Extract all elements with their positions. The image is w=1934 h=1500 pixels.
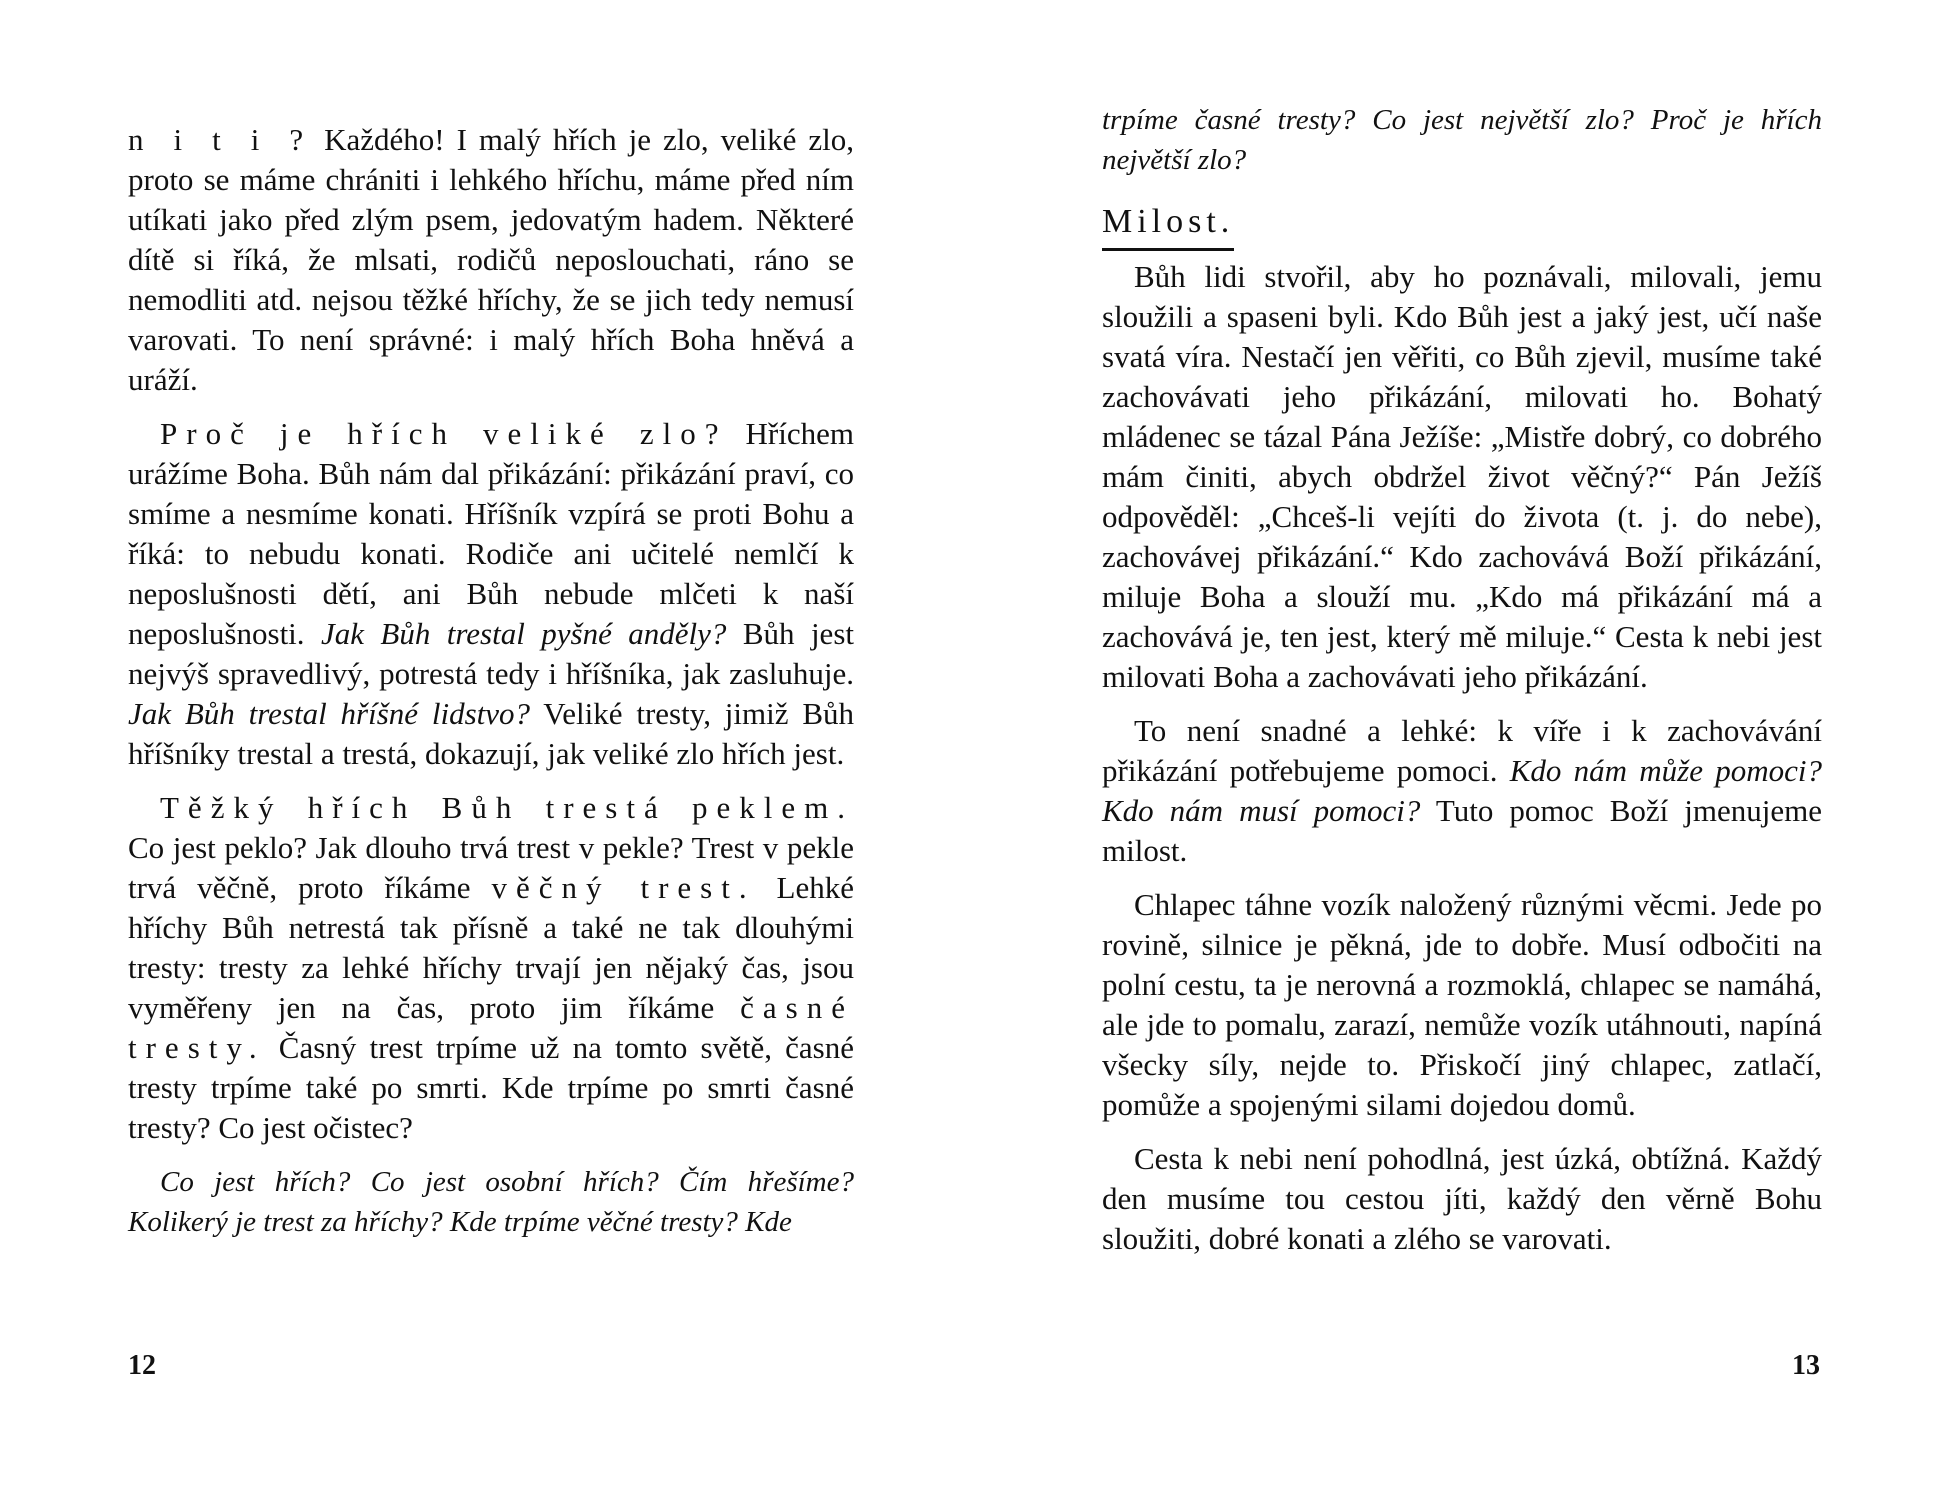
paragraph: Chlapec táhne vozík naložený různými věcmi. Jede po rovině, silnice je pěkná, jde to dobře. Musí odbočiti na polní cestu, ta je nerovná a rozmoklá, chlapec se namáhá, ale jde to pomalu, zarazí, nemůže vozík utáhnouti, napíná všecky síly, nejde to. Přiskočí jiný chlapec, zatlačí, pomůže a spojenými silami dojedou domů.	[1102, 887, 1822, 1122]
italic-question: Kdo nám může pomoci? Kdo nám musí pomoci?	[1102, 753, 1822, 828]
spaced-emphasis: věčný trest.	[491, 870, 756, 905]
paragraph-text: Lehké hříchy Bůh netrestá tak přísně a také ne tak dlouhými tresty: tresty za lehké hříchy trvají jen nějaký čas, jsou vyměřeny jen na čas, proto jim říkáme	[128, 870, 854, 1025]
right-page	[967, 0, 1934, 1500]
paragraph-text: Bůh jest nejvýš spravedlivý, potrestá tedy i hříšníka, jak zasluhuje.	[128, 616, 854, 691]
paragraph-text: Veliké tresty, jimiž Bůh hříšníky trestal a trestá, dokazují, jak veliké zlo hřích jest.	[128, 696, 854, 771]
paragraph	[1102, 711, 1822, 871]
page-number: 13	[1792, 1350, 1820, 1381]
paragraph	[128, 414, 854, 774]
spaced-emphasis: Těžký hřích Bůh trestá peklem.	[160, 790, 854, 825]
paragraph-text: Časný trest trpíme už na tomto světě, časné tresty trpíme také po smrti. Kde trpíme po smrti časné tresty? Co jest očistec?	[128, 1030, 854, 1145]
paragraph-text: Hříchem urážíme Boha. Bůh nám dal přikázání: přikázání praví, co smíme a nesmíme konati. Hříšník vzpírá se proti Bohu a říká: to nebudu konati. Rodiče ani učitelé nemlčí k neposlušnosti dětí, ani Bůh nebude mlčeti k naší neposlušnosti.	[128, 416, 854, 651]
review-questions: Co jest hřích? Co jest osobní hřích? Čím hřešíme? Kolikerý je trest za hříchy? Kde trpíme věčné tresty? Kde	[128, 1166, 854, 1238]
section-heading: Milost.	[1102, 202, 1234, 251]
paragraph-text: Tuto pomoc Boží jmenujeme milost.	[1102, 793, 1822, 868]
review-questions-continued: trpíme časné tresty? Co jest největší zlo? Proč je hřích největší zlo?	[1102, 104, 1822, 176]
paragraph-text: Každého! I malý hřích je zlo, veliké zlo, proto se máme chrániti i lehkého hříchu, máme před ním utíkati jako před zlým psem, jedovatým hadem. Některé dítě si říká, že mlsati, rodičů neposlouchati, ráno se nemodliti atd. nejsou těžké hříchy, že se jich tedy nemusí varovati. To není správné: i malý hřích Boha hněvá a uráží.	[128, 122, 854, 397]
spaced-emphasis: časné tresty.	[128, 990, 854, 1065]
paragraph: Bůh lidi stvořil, aby ho poznávali, milovali, jemu sloužili a spaseni byli. Kdo Bůh jest a jaký jest, učí naše svatá víra. Nestačí jen věřiti, co Bůh zjevil, musíme také zachovávati jeho přikázání, milovati ho. Bohatý mládenec se tázal Pána Ježíše: „Mistře dobrý, co dobrého mám činiti, abych obdržel život věčný?“ Pán Ježíš odpověděl: „Chceš-li vejíti do života (t. j. do nebe), zachovávej přikázání.“ Kdo zachovává Boží přikázání, miluje Boha a slouží mu. „Kdo má přikázání má a zachovává je, ten jest, který mě miluje.“ Cesta k nebi jest milovati Boha a zachovávati jeho přikázání.	[1102, 259, 1822, 694]
italic-question: Jak Bůh trestal hříšné lidstvo?	[128, 696, 531, 731]
spaced-emphasis: Proč je hřích veliké zlo?	[160, 416, 728, 451]
paragraph: Cesta k nebi není pohodlná, jest úzká, obtížná. Každý den musíme tou cestou jíti, každý den věrně Bohu sloužiti, dobré konati a zlého se varovati.	[1102, 1141, 1822, 1256]
right-page-text	[1102, 100, 1822, 1259]
paragraph	[128, 120, 854, 400]
paragraph	[128, 788, 854, 1148]
paragraph-text: To není snadné a lehké: k víře i k zachovávání přikázání potřebujeme pomoci.	[1102, 713, 1822, 788]
paragraph-text: Co jest peklo? Jak dlouho trvá trest v pekle? Trest v pekle trvá věčně, proto říkáme	[128, 830, 854, 905]
spaced-emphasis: n i t i ?	[128, 122, 313, 157]
italic-question: Jak Bůh trestal pyšné anděly?	[320, 616, 727, 651]
left-page-text	[128, 120, 854, 1242]
page-number: 12	[128, 1350, 156, 1381]
